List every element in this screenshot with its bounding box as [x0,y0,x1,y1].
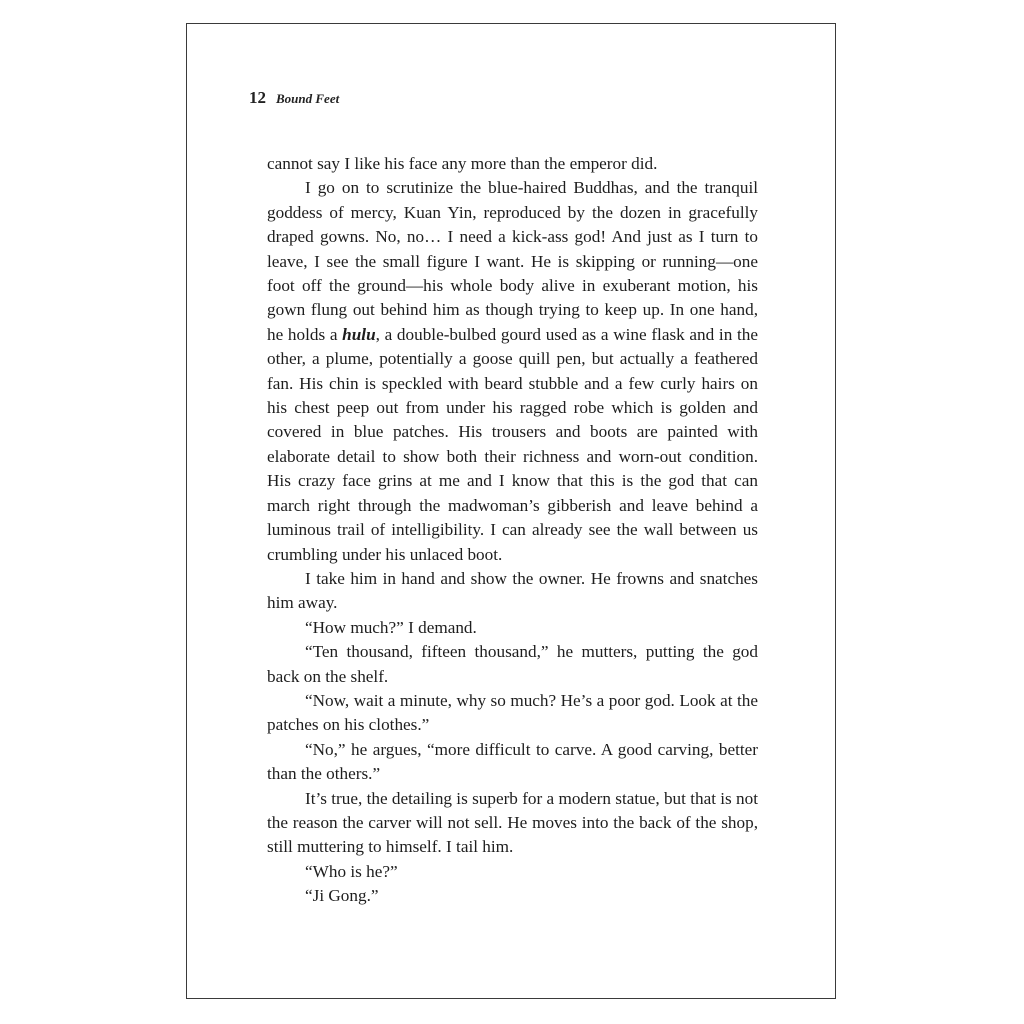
paragraph-1: cannot say I like his face any more than the emperor did. [267,154,658,173]
book-title: Bound Feet [276,91,340,106]
book-page [186,23,836,999]
paragraph-7: “No,” he argues, “more difficult to carve. A good carving, better than the others.” [267,739,758,784]
paragraph-6: “Now, wait a minute, why so much? He’s a poor god. Look at the patches on his clothes.” [267,690,758,735]
paragraph-9: “Who is he?” [305,861,398,881]
paragraph-10: “Ji Gong.” [305,886,379,906]
paragraph-2-part-b: , a double-bulbed gourd used as a wine flask and in the other, a plume, potentially a goose quill pen, but actually a feathered fan. His chin is speckled with beard stubble and a few curly hairs on his chest peep out from under his ragged robe which is golden and covered in blue patches. His trousers and boots are painted with elaborate detail to show both their richness and worn-out condition. His crazy face grins at me and I know that this is the god that can march right through the madwoman’s gibberish and leave behind a luminous trail of intelligibility. I can already see the wall between us crumbling under his unlaced boot. [267,324,758,564]
paragraph-2-part-a: I go on to scrutinize the blue-haired Buddhas, and the tranquil goddess of mercy, Kuan Yin, reproduced by the dozen in gracefully draped gowns. No, no… I need a kick-ass god! And just as I turn to leave, I see the small figure I want. He is skipping or running—one foot off the ground—his whole body alive in exuberant motion, his gown flung out behind him as though trying to keep up. In one hand, he holds a [267,178,758,344]
paragraph-5: “Ten thousand, fifteen thousand,” he mutters, putting the god back on the shelf. [267,642,758,686]
page-number: 12 [249,88,266,107]
hulu-italic: hulu [342,324,376,344]
paragraph-2 [267,176,758,567]
body-text [267,152,758,909]
running-head [249,88,339,108]
paragraph-8: It’s true, the detailing is superb for a modern statue, but that is not the reason the carver will not sell. He moves into the back of the shop, still muttering to himself. I tail him. [267,788,758,857]
paragraph-4: “How much?” I demand. [305,617,477,637]
paragraph-3: I take him in hand and show the owner. He frowns and snatches him away. [267,568,758,613]
